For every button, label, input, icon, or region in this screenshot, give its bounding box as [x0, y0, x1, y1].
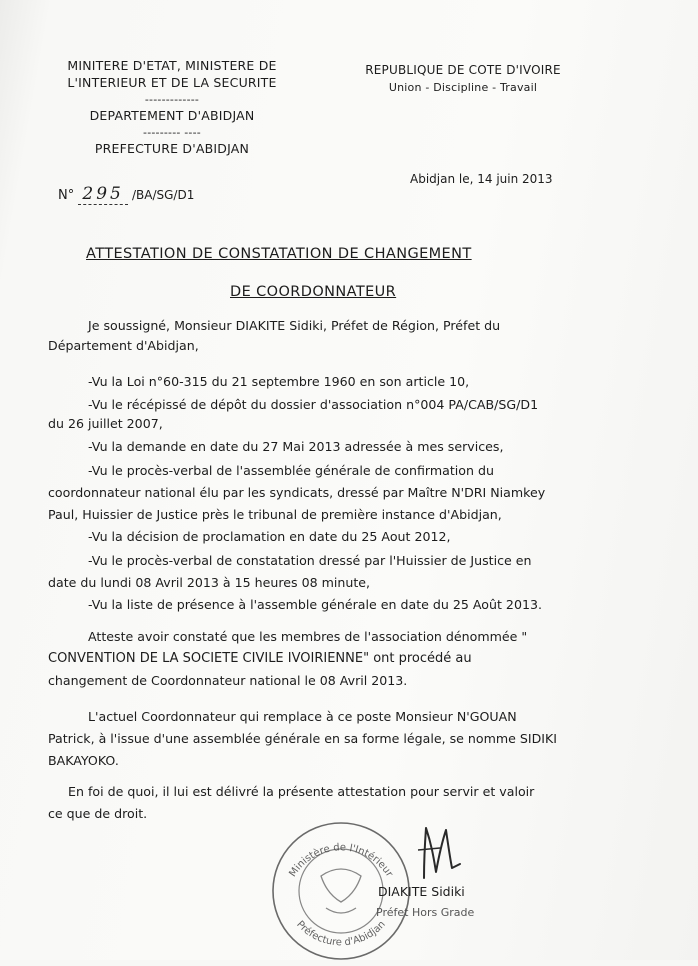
consideration-line: -Vu le récépissé de dépôt du dossier d'association n°004 PA/CAB/SG/D1 [88, 397, 539, 412]
right-header [350, 63, 576, 94]
consideration-line: coordonnateur national élu par les syndicats, dressé par Maître N'DRI Niamkey [48, 485, 546, 500]
signatory-title: Préfet Hors Grade [376, 906, 475, 919]
svg-text:Préfecture d'Abidjan [294, 919, 388, 948]
replacement-line: BAKAYOKO. [48, 753, 119, 768]
consideration-line: -Vu le procès-verbal de constatation dressé par l'Huissier de Justice en [88, 553, 532, 568]
republic-line: REPUBLIQUE DE COTE D'IVOIRE [365, 63, 561, 77]
header-dashes-1: ------------- [144, 93, 200, 106]
replacement-line: Patrick, à l'issue d'une assemblée générale en sa forme légale, se nomme SIDIKI [48, 731, 557, 746]
department-line: DEPARTEMENT D'ABIDJAN [89, 108, 255, 123]
seal-bottom-text: Préfecture d'Abidjan [294, 919, 388, 949]
document-title-line-1: ATTESTATION DE CONSTATATION DE CHANGEMENT [86, 246, 472, 262]
consideration-line: -Vu la demande en date du 27 Mai 2013 adressée à mes services, [88, 439, 504, 454]
ministry-line-1: MINITERE D'ETAT, MINISTERE DE [67, 58, 277, 73]
seal-top-text: Ministère de l'Intérieur [287, 842, 395, 880]
attestation-line: Atteste avoir constaté que les membres de l'association dénommée " [88, 629, 528, 644]
left-header [48, 58, 296, 156]
signatory-name: DIAKITE Sidiki [378, 884, 465, 899]
place-date: Abidjan le, 14 juin 2013 [410, 172, 553, 186]
intro-line-2: Département d'Abidjan, [48, 338, 199, 353]
closing-line: ce que de droit. [48, 806, 148, 821]
consideration-line: date du lundi 08 Avril 2013 à 15 heures 08 minute, [48, 575, 371, 590]
replacement-line: L'actuel Coordonnateur qui remplace à ce poste Monsieur N'GOUAN [88, 709, 517, 724]
handwritten-signature [410, 820, 480, 890]
reference-suffix: /BA/SG/D1 [131, 188, 195, 202]
consideration-line: -Vu le procès-verbal de l'assemblée générale de confirmation du [88, 463, 494, 478]
consideration-line: -Vu la liste de présence à l'assemble générale en date du 25 Août 2013. [88, 597, 542, 612]
reference-prefix: N° [58, 188, 75, 203]
reference-number [58, 184, 194, 204]
consideration-line: -Vu la décision de proclamation en date du 25 Aout 2012, [88, 529, 451, 544]
attestation-line: CONVENTION DE LA SOCIETE CIVILE IVOIRIENNE" ont procédé au [48, 651, 472, 666]
reference-handwritten-number: 295 [78, 184, 127, 205]
header-dashes-2: --------- ---- [143, 126, 201, 139]
prefecture-line: PREFECTURE D'ABIDJAN [94, 141, 250, 156]
intro-line-1: Je soussigné, Monsieur DIAKITE Sidiki, Préfet de Région, Préfet du [88, 318, 501, 333]
attestation-line: changement de Coordonnateur national le 08 Avril 2013. [48, 673, 408, 688]
motto-line: Union - Discipline - Travail [388, 81, 538, 94]
seal-emblem [321, 869, 361, 913]
document-title-line-2: DE COORDONNATEUR [230, 284, 397, 300]
consideration-line: Paul, Huissier de Justice près le tribunal de première instance d'Abidjan, [48, 507, 502, 522]
closing-line: En foi de quoi, il lui est délivré la présente attestation pour servir et valoir [68, 784, 535, 799]
consideration-line: -Vu la Loi n°60-315 du 21 septembre 1960 en son article 10, [88, 374, 470, 389]
ministry-line-2: L'INTERIEUR ET DE LA SECURITE [67, 75, 277, 90]
consideration-line: du 26 juillet 2007, [48, 416, 163, 431]
